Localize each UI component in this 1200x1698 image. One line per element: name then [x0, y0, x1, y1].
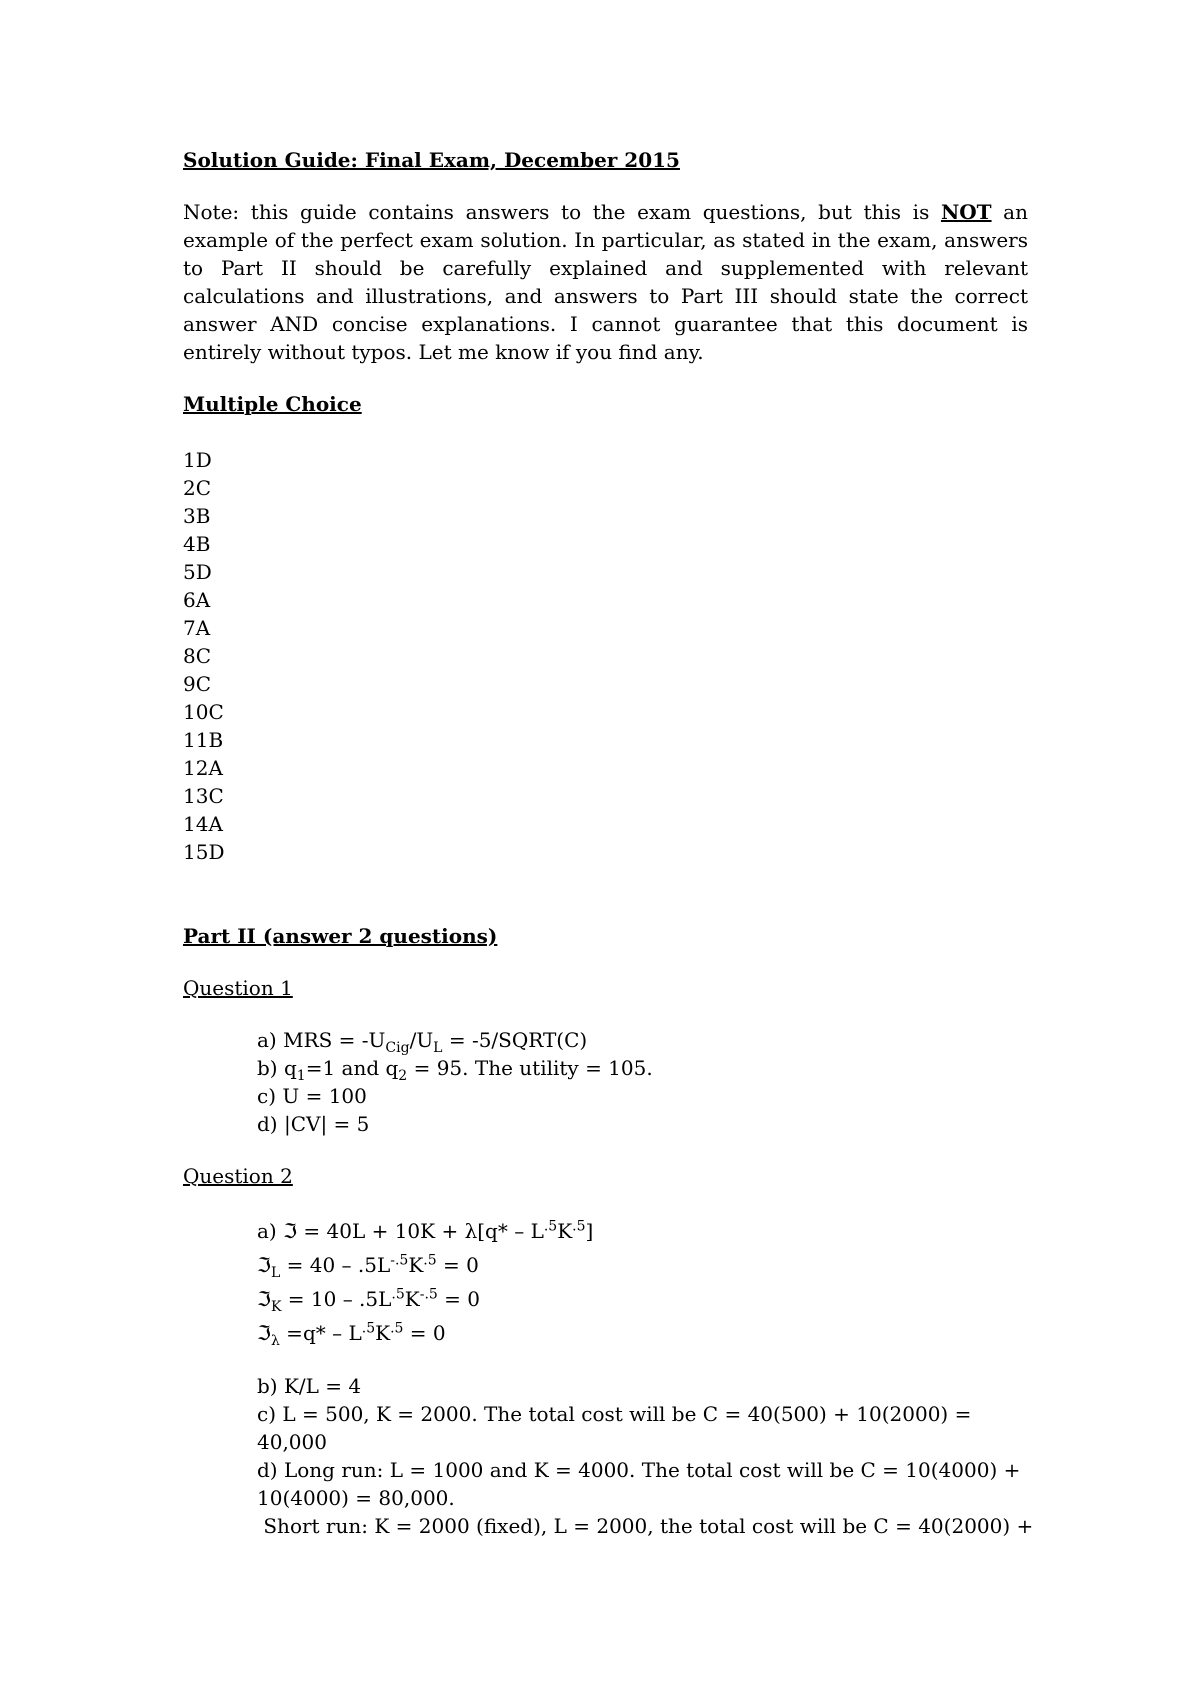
question-1-answers	[257, 1026, 1028, 1138]
mc-answer: 12A	[183, 756, 223, 780]
note-text-before: Note: this guide contains answers to the exam questions, but this is	[183, 200, 941, 224]
mc-answer: 8C	[183, 644, 212, 668]
q1a-text-mid: /U	[409, 1028, 434, 1052]
q2a3-sup-1: .5	[361, 1320, 376, 1337]
q2a3-sup-2: .5	[390, 1320, 404, 1337]
note-text-after: an example of the perfect exam solution. In particular, as stated in the exam, answers to Part II should be carefully explained and supplemented with relevant calculations and illustrations, and answers to Part III should state the correct answer AND concise explanations. I cannot guarantee that this document is entirely without typos. Let me know if you find any.	[183, 200, 1028, 364]
q2a2-sup-2: -.5	[419, 1286, 438, 1303]
q2a2-text: = 10 – .5L	[281, 1287, 392, 1311]
q2-answer-b: b) K/L = 4	[257, 1374, 362, 1398]
mc-answer: 10C	[183, 700, 224, 724]
q1b-sub-2: 2	[398, 1068, 408, 1084]
part-two-section	[183, 922, 1034, 1540]
q1-answer-a	[257, 1026, 1028, 1054]
q1b-text-post: = 95. The utility = 105.	[407, 1056, 653, 1080]
question-2-answers	[257, 1214, 1034, 1540]
q2a3-text: =q* – L	[279, 1321, 362, 1345]
note-emphasis: NOT	[940, 200, 992, 224]
mc-answer: 2C	[183, 476, 212, 500]
q2a3-text-mid: K	[375, 1321, 391, 1345]
q2a1-text-post: = 0	[436, 1253, 479, 1277]
q2a1-sup-2: .5	[423, 1252, 437, 1269]
mc-answer: 7A	[183, 616, 211, 640]
q2-answer-d-line2: 10(4000) = 80,000.	[257, 1486, 455, 1510]
q1b-sub-1: 1	[296, 1068, 306, 1084]
q2a0-text-mid: K	[557, 1219, 573, 1243]
q2a2-text-post: = 0	[437, 1287, 481, 1311]
mc-answer: 3B	[183, 504, 211, 528]
q2a2-sub: K	[270, 1299, 282, 1315]
question-1-label: Question 1	[183, 976, 293, 1000]
spacer	[257, 1350, 1028, 1372]
q2a1-sup-1: -.5	[390, 1252, 409, 1269]
multiple-choice-heading: Multiple Choice	[183, 392, 362, 416]
q2a2-symbol: ℑ	[257, 1287, 271, 1311]
q1a-sub-l: L	[433, 1040, 443, 1056]
q1b-text: b) q	[257, 1056, 297, 1080]
mc-answer: 15D	[183, 840, 225, 864]
q2-foc-lambda	[257, 1316, 1028, 1350]
q1a-text: a) MRS = -U	[257, 1028, 386, 1052]
q1b-text-mid: =1 and q	[305, 1056, 399, 1080]
document-title: Solution Guide: Final Exam, December 2015	[183, 148, 680, 172]
q1-answer-b	[257, 1054, 1028, 1082]
q2a1-text: = 40 – .5L	[280, 1253, 391, 1277]
q2a3-symbol: ℑ	[257, 1321, 271, 1345]
mc-answer: 14A	[183, 812, 223, 836]
mc-answer: 13C	[183, 784, 224, 808]
mc-answer: 5D	[183, 560, 212, 584]
q2a3-text-post: = 0	[403, 1321, 446, 1345]
q2a2-sup-1: .5	[391, 1286, 405, 1303]
mc-answer: 6A	[183, 588, 211, 612]
mc-answer: 9C	[183, 672, 212, 696]
q2a1-symbol: ℑ	[257, 1253, 271, 1277]
q2-answer-c: c) L = 500, K = 2000. The total cost will be C = 40(500) + 10(2000) = 40,000	[257, 1402, 972, 1454]
q1-answer-c: c) U = 100	[257, 1084, 367, 1108]
q1a-text-post: = -5/SQRT(C)	[442, 1028, 588, 1052]
question-2-label: Question 2	[183, 1164, 293, 1188]
q2-answer-d-line1: d) Long run: L = 1000 and K = 4000. The total cost will be C = 10(4000) +	[257, 1458, 1021, 1482]
mc-answer: 1D	[183, 448, 212, 472]
q2a0-sup-2: .5	[572, 1218, 586, 1235]
note-paragraph	[183, 198, 1028, 366]
q2a2-text-mid: K	[404, 1287, 420, 1311]
q2a0-text-post: ]	[585, 1219, 594, 1243]
q2a1-text-mid: K	[408, 1253, 424, 1277]
q2a0-sup-1: .5	[543, 1218, 558, 1235]
q1-answer-d: d) |CV| = 5	[257, 1112, 370, 1136]
q2a3-sub: λ	[270, 1333, 280, 1349]
mc-answer: 11B	[183, 728, 224, 752]
mc-answer: 4B	[183, 532, 211, 556]
multiple-choice-answers	[183, 446, 1028, 866]
q1a-sub-cig: Cig	[385, 1040, 410, 1056]
document-body	[183, 146, 1034, 1540]
q2a1-sub: L	[270, 1265, 281, 1281]
q2-lagrangian	[257, 1214, 1028, 1248]
q2a0-text: a) ℑ = 40L + 10K + λ[q* – L	[257, 1219, 544, 1243]
part-two-heading: Part II (answer 2 questions)	[183, 924, 498, 948]
q2-foc-k	[257, 1282, 1028, 1316]
q2-answer-d-line3: Short run: K = 2000 (fixed), L = 2000, the total cost will be C = 40(2000) +	[257, 1514, 1034, 1538]
q2-foc-l	[257, 1248, 1028, 1282]
